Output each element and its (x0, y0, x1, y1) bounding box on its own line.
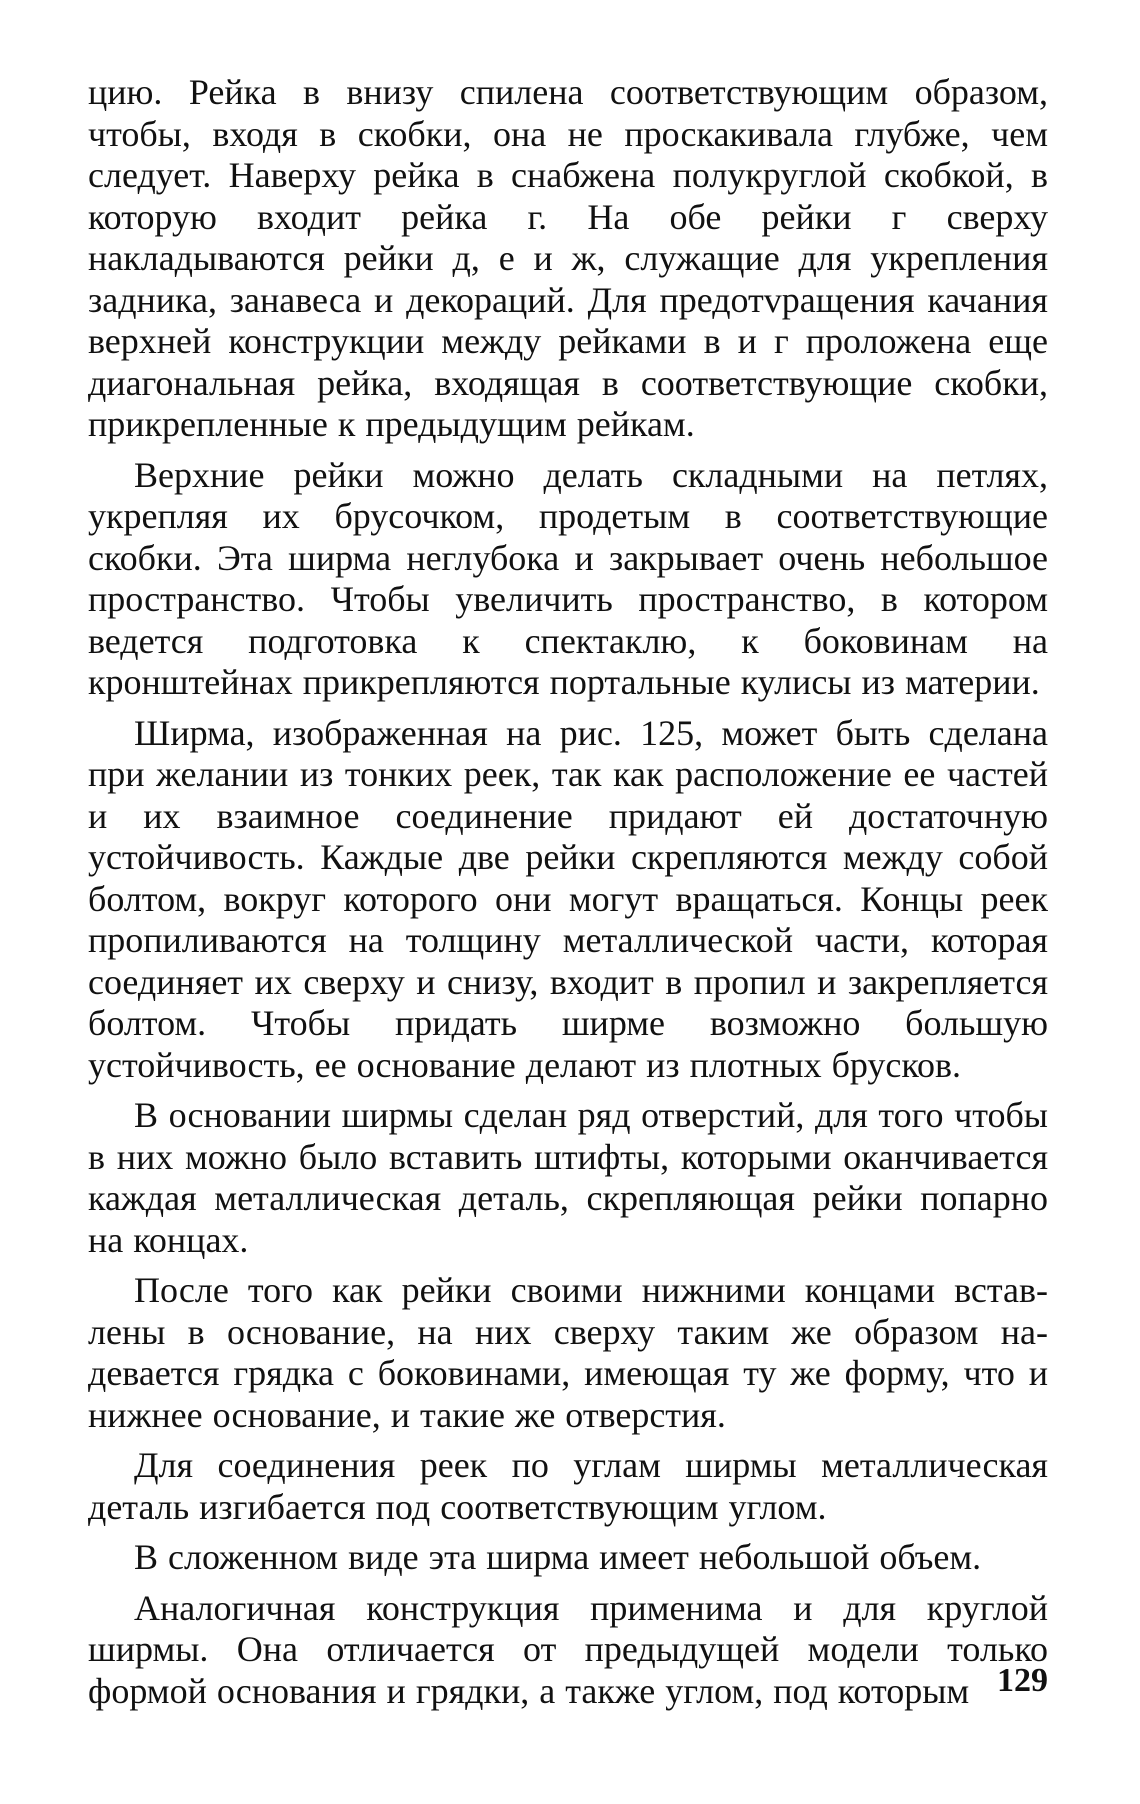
paragraph-base-holes: В основании ширмы сделан ряд отверстий, для того чтобы в них можно было вставить штифты, которыми оканчивается каждая металлическая деталь, скрепляющая рейки попарно на концах. (88, 1095, 1048, 1260)
paragraph-folded-volume: В сложенном виде эта ширма имеет небольшой объем. (134, 1537, 982, 1577)
paragraph-screen-fig-125: Ширма, изображенная на рис. 125, может быть сделана при желании из тонких реек, так как расположение ее частей и их взаимное соединение придают ей достаточную устойчивость. Каждые две рейки скрепляются между собой болтом, вокруг которого они могут вращаться. Концы реек пропиливаются на толщину металлической части, которая соединяет их сверху и снизу, входит в пропил и закрепляется болтом. Чтобы придать ширме возможно большую устойчивость, ее основание делают из плотных брусков. (88, 712, 1048, 1085)
paragraph-corner-joints: Для соединения реек по углам ширмы металлическая деталь изгибается под соответствующим углом. (88, 1445, 1048, 1527)
page-number: 129 (997, 1662, 1048, 1699)
paragraph-round-screen: Аналогичная конструкция применима и для круглой ширмы. Она отличается от предыдущей модели только формой основания и грядки, а также углом, под которым (88, 1587, 1048, 1711)
paragraph-top-rail: После того как рейки своими нижними концами вставлены в основание, на них сверху таким же образом надевается грядка с боковинами, имеющая ту же форму, что и нижнее основание, и такие же отверстия. (88, 1270, 1048, 1435)
paragraph-continued-rails: цию. Рейка в внизу спилена соответствующим образом, чтобы, входя в скобки, она не проскакивала глубже, чем следует. Наверху рейка в снабжена полукруглой скобкой, в которую входит рейка г. На обе рейки г сверху накладываются рейки д, е и ж, служащие для укрепления задника, занавеса и декораций. Для предотvращения качания верхней конструкции между рейками в и г проложена еще диагональная рейка, входящая в соответствующие скобки, прикрепленные к предыдущим рейкам. (88, 72, 1048, 444)
paragraph-folding-rails: Верхние рейки можно делать складными на петлях, укрепляя их брусочком, продетым в соответствующие скобки. Эта ширма неглубока и закрывает очень небольшое пространство. Чтобы увеличить пространство, в котором ведется подготовка к спектаклю, к боковинам на кронштейнах прикрепляются портальные кулисы из материи. (88, 454, 1048, 702)
page-body (88, 72, 1048, 1712)
